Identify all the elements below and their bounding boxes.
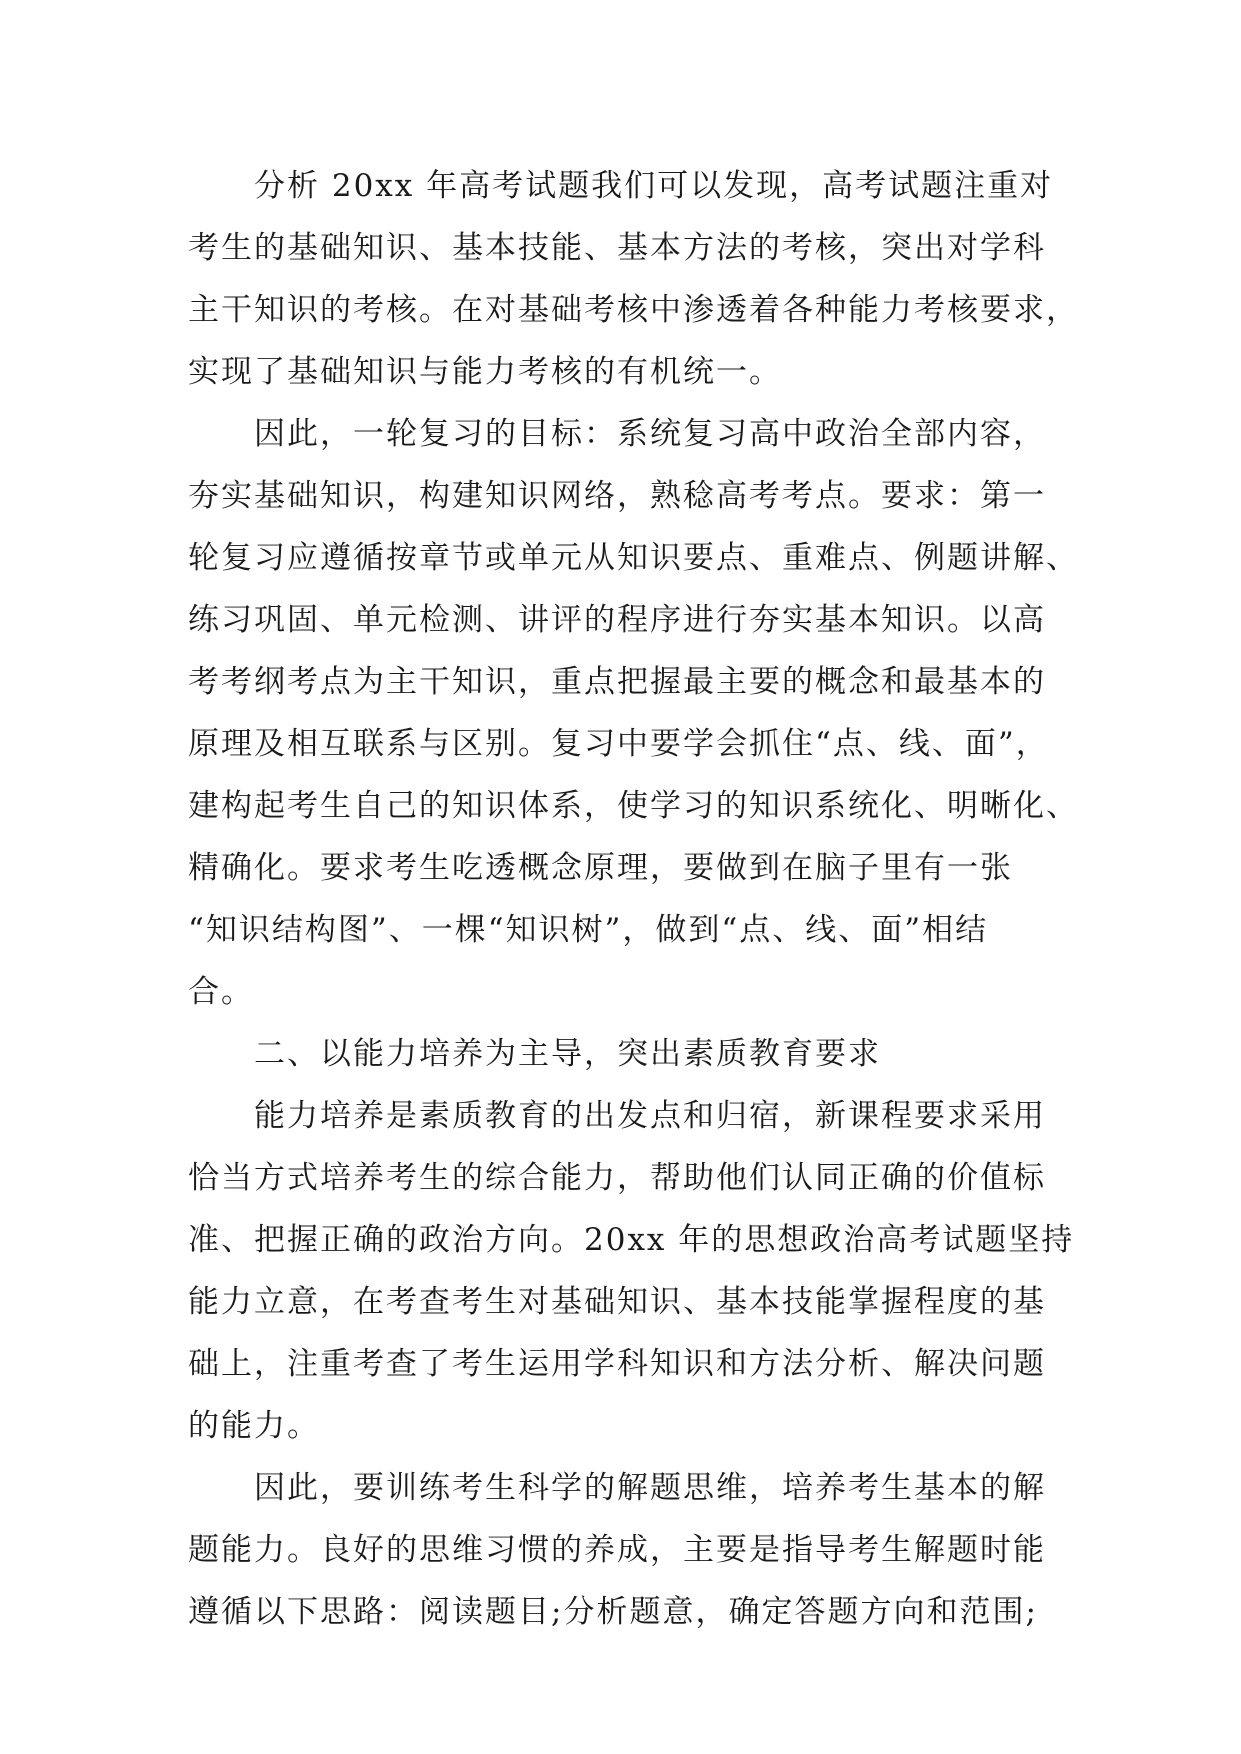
text-line: 精确化。要求考生吃透概念原理，要做到在脑子里有一张 [188, 850, 1013, 886]
text-line: 夯实基础知识，构建知识网络，熟稔高考考点。要求：第一 [188, 478, 1046, 514]
text-line: 练习巩固、单元检测、讲评的程序进行夯实基本知识。以高 [188, 602, 1046, 638]
text-line: 能力培养是素质教育的出发点和归宿，新课程要求采用 [254, 1098, 1046, 1134]
text-line: 分析 20xx 年高考试题我们可以发现，高考试题注重对 [254, 168, 1054, 204]
text-line: 轮复习应遵循按章节或单元从知识要点、重难点、例题讲解、 [188, 540, 1079, 576]
text-line: 题能力。良好的思维习惯的养成，主要是指导考生解题时能 [188, 1532, 1046, 1568]
text-line: 实现了基础知识与能力考核的有机统一。 [188, 354, 782, 390]
text-line: 考考纲考点为主干知识，重点把握最主要的概念和最基本的 [188, 664, 1046, 700]
text-line: 合。 [188, 974, 254, 1010]
text-line: 的能力。 [188, 1408, 320, 1444]
text-line: 原理及相互联系与区别。复习中要学会抓住“点、线、面”， [188, 726, 1049, 762]
text-line: “知识结构图”、一棵“知识树”，做到“点、线、面”相结 [188, 912, 989, 948]
text-line: 主干知识的考核。在对基础考核中渗透着各种能力考核要求， [188, 292, 1079, 328]
text-line: 建构起考生自己的知识体系，使学习的知识系统化、明晰化、 [188, 788, 1079, 824]
text-line: 础上，注重考查了考生运用学科知识和方法分析、解决问题 [188, 1346, 1046, 1382]
document-body [188, 155, 1088, 1643]
text-line: 准、把握正确的政治方向。20xx 年的思想政治高考试题坚持 [188, 1222, 1075, 1258]
text-line: 能力立意，在考查考生对基础知识、基本技能掌握程度的基 [188, 1284, 1046, 1320]
text-line: 因此，要训练考生科学的解题思维，培养考生基本的解 [254, 1470, 1046, 1506]
text-line: 考生的基础知识、基本技能、基本方法的考核，突出对学科 [188, 230, 1046, 266]
text-line: 遵循以下思路：阅读题目;分析题意，确定答题方向和范围; [188, 1594, 1038, 1630]
section-heading: 二、以能力培养为主导，突出素质教育要求 [254, 1036, 881, 1072]
text-line: 恰当方式培养考生的综合能力，帮助他们认同正确的价值标 [188, 1160, 1046, 1196]
text-line: 因此，一轮复习的目标：系统复习高中政治全部内容， [254, 416, 1046, 452]
